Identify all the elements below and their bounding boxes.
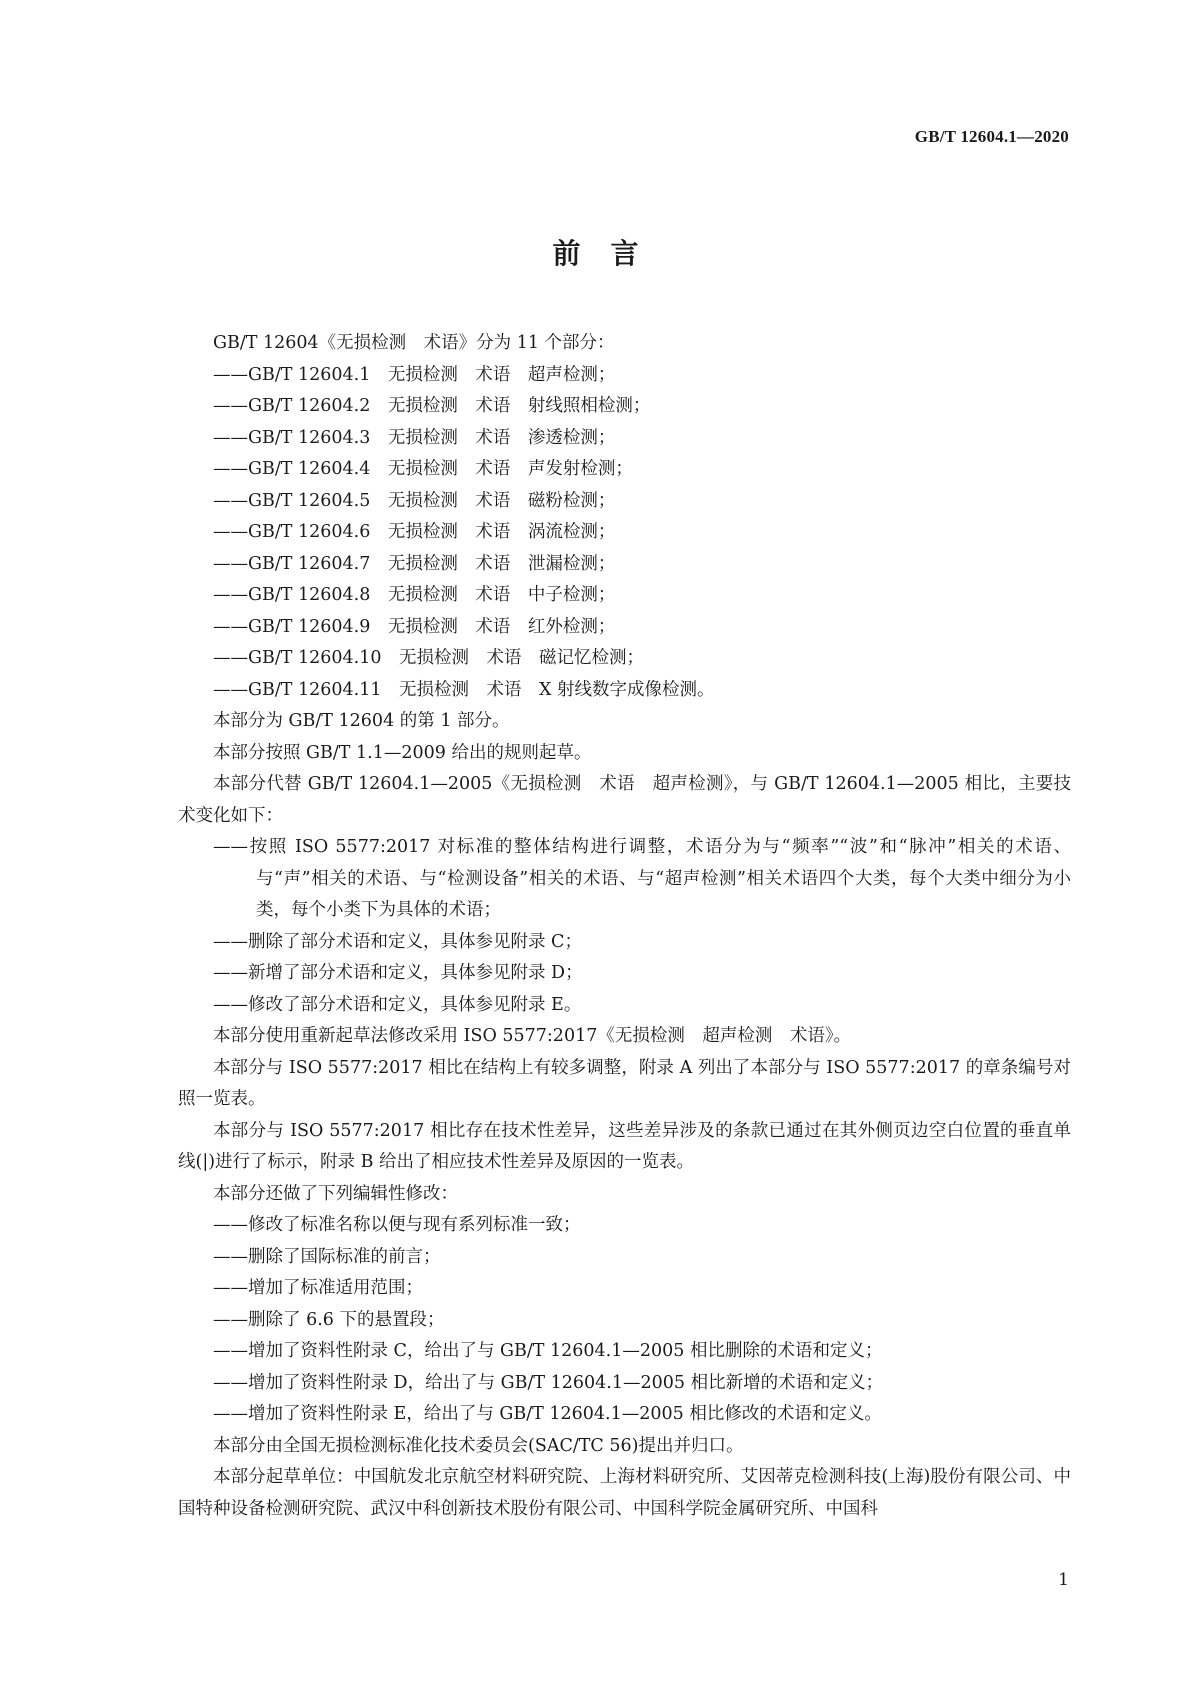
editorial-statement: 本部分还做了下列编辑性修改： <box>213 1183 458 1204</box>
proposer-statement: 本部分由全国无损检测标准化技术委员会(SAC/TC 56)提出并归口。 <box>213 1435 744 1456</box>
drafters-statement: 本部分起草单位：中国航发北京航空材料研究院、上海材料研究所、艾因蒂克检测科技(上海)股份有限公司、中国特种设备检测研究院、武汉中科创新技术股份有限公司、中国科学院金属研究所、中国科 <box>178 1467 1071 1519</box>
part-item: ——GB/T 12604.10 无损检测 术语 磁记忆检测； <box>213 648 644 668</box>
part-item: ——GB/T 12604.9 无损检测 术语 红外检测； <box>213 616 616 637</box>
part-item: ——GB/T 12604.5 无损检测 术语 磁粉检测； <box>213 490 616 511</box>
edit-item: ——增加了资料性附录 C，给出了与 GB/T 12604.1—2005 相比删除的术语和定义； <box>213 1341 883 1361</box>
technical-difference-statement: 本部分与 ISO 5577:2017 相比存在技术性差异，这些差异涉及的条款已通过在其外侧页边空白位置的垂直单线(|)进行了标示，附录 B 给出了相应技术性差异及原因的一览表。 <box>178 1120 1071 1172</box>
part-item: ——GB/T 12604.6 无损检测 术语 涡流检测； <box>213 522 616 542</box>
page-number: 1 <box>1058 1570 1069 1590</box>
part-item: ——GB/T 12604.11 无损检测 术语 X 射线数字成像检测。 <box>213 679 715 700</box>
part-item: ——GB/T 12604.7 无损检测 术语 泄漏检测； <box>213 553 616 574</box>
standard-number: GB/T 12604.1—2020 <box>914 127 1069 146</box>
change-item: ——按照 ISO 5577:2017 对标准的整体结构进行调整，术语分为与“频率”“波”和“脉冲”相关的术语、与“声”相关的术语、与“检测设备”相关的术语、与“超声检测”相关术语四个大类，每个大类中细分为小类，每个小类下为具体的术语； <box>213 837 1071 920</box>
adoption-statement: 本部分使用重新起草法修改采用 ISO 5577:2017《无损检测 超声检测 术语》。 <box>213 1026 852 1046</box>
part-item: ——GB/T 12604.3 无损检测 术语 渗透检测； <box>213 427 616 448</box>
document-body <box>178 328 1071 1525</box>
part-item: ——GB/T 12604.8 无损检测 术语 中子检测； <box>213 585 616 605</box>
rules-statement: 本部分按照 GB/T 1.1—2009 给出的规则起草。 <box>213 742 592 763</box>
change-item: ——删除了部分术语和定义，具体参见附录 C； <box>213 931 582 952</box>
edit-item: ——增加了资料性附录 D，给出了与 GB/T 12604.1—2005 相比新增的术语和定义； <box>213 1372 884 1393</box>
edit-item: ——修改了标准名称以便与现有系列标准一致； <box>213 1215 581 1235</box>
change-item: ——修改了部分术语和定义，具体参见附录 E。 <box>213 994 582 1015</box>
part-item: ——GB/T 12604.4 无损检测 术语 声发射检测； <box>213 459 633 479</box>
part-item: ——GB/T 12604.2 无损检测 术语 射线照相检测； <box>213 396 651 416</box>
structure-statement: 本部分与 ISO 5577:2017 相比在结构上有较多调整，附录 A 列出了本部分与 ISO 5577:2017 的章条编号对照一览表。 <box>178 1057 1071 1109</box>
edit-item: ——删除了 6.6 下的悬置段； <box>213 1309 445 1330</box>
page-title: 前言 <box>552 237 669 270</box>
part-statement: 本部分为 GB/T 12604 的第 1 部分。 <box>213 711 510 731</box>
change-item: ——新增了部分术语和定义，具体参见附录 D； <box>213 963 583 983</box>
intro-paragraph: GB/T 12604《无损检测 术语》分为 11 个部分： <box>213 333 615 353</box>
part-item: ——GB/T 12604.1 无损检测 术语 超声检测； <box>213 364 616 385</box>
edit-item: ——增加了资料性附录 E，给出了与 GB/T 12604.1—2005 相比修改的术语和定义。 <box>213 1404 882 1424</box>
replacement-statement: 本部分代替 GB/T 12604.1—2005《无损检测 术语 超声检测》，与 GB/T 12604.1—2005 相比，主要技术变化如下： <box>178 774 1071 826</box>
edit-item: ——增加了标准适用范围； <box>213 1278 423 1298</box>
edit-item: ——删除了国际标准的前言； <box>213 1246 441 1267</box>
